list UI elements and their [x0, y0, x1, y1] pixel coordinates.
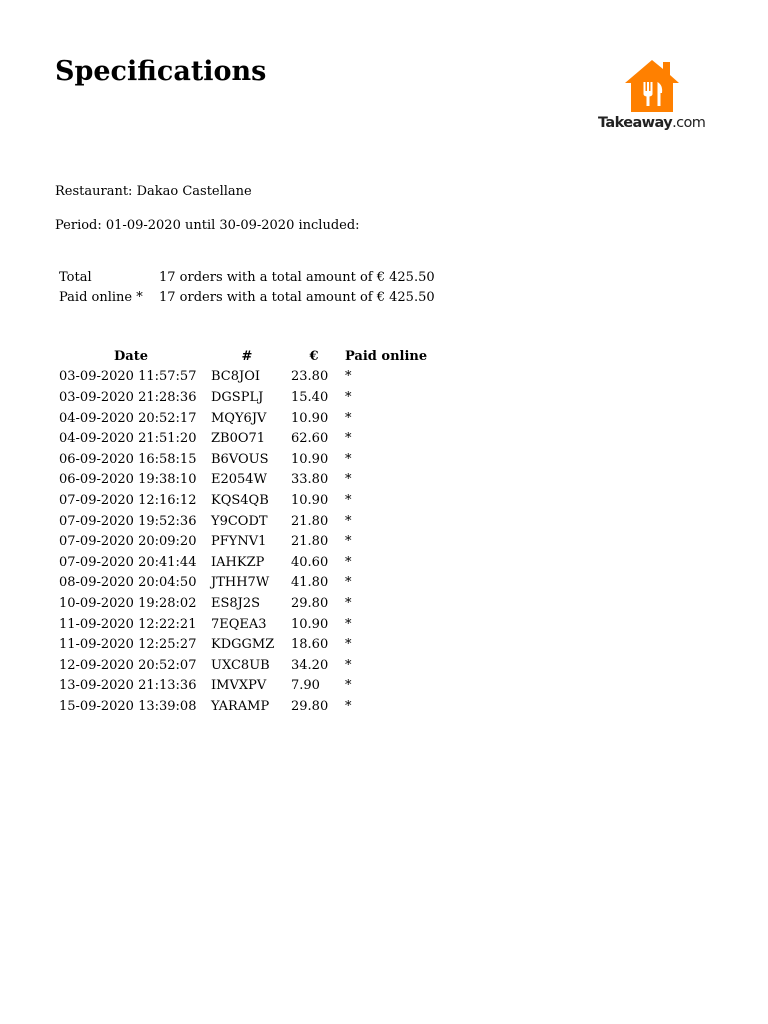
table-row — [55, 573, 449, 594]
table-row — [55, 511, 449, 532]
order-number: E2054W — [211, 472, 267, 488]
order-paid-online: * — [345, 595, 352, 611]
order-date: 12-09-2020 20:52:07 — [59, 657, 197, 673]
order-date: 04-09-2020 21:51:20 — [59, 431, 197, 447]
order-amount: 29.80 — [291, 698, 329, 714]
header-amount: € — [309, 348, 319, 364]
header-paid-online: Paid online — [345, 348, 428, 364]
order-date: 15-09-2020 13:39:08 — [59, 698, 197, 714]
table-row — [55, 387, 449, 408]
table-row — [55, 676, 449, 697]
order-number: 7EQEA3 — [211, 616, 267, 632]
period-line: Period: 01-09-2020 until 30-09-2020 included: — [55, 218, 360, 233]
order-paid-online: * — [345, 575, 352, 591]
order-amount: 23.80 — [291, 369, 329, 385]
order-date: 10-09-2020 19:28:02 — [59, 595, 197, 611]
order-paid-online: * — [345, 616, 352, 632]
house-fork-knife-icon — [622, 58, 682, 114]
logo-wordmark — [598, 115, 708, 131]
order-paid-online: * — [345, 698, 352, 714]
order-number: KQS4QB — [211, 492, 269, 508]
table-row — [55, 696, 449, 717]
table-row — [55, 408, 449, 429]
order-paid-online: * — [345, 369, 352, 385]
order-amount: 15.40 — [291, 389, 329, 405]
order-amount: 21.80 — [291, 513, 329, 529]
order-date: 11-09-2020 12:22:21 — [59, 616, 197, 632]
order-paid-online: * — [345, 389, 352, 405]
summary-label: Paid online * — [59, 290, 143, 306]
order-amount: 10.90 — [291, 492, 329, 508]
order-amount: 10.90 — [291, 451, 329, 467]
summary-table — [55, 267, 439, 308]
order-date: 06-09-2020 19:38:10 — [59, 472, 197, 488]
table-row — [55, 367, 449, 388]
order-date: 06-09-2020 16:58:15 — [59, 451, 197, 467]
table-row — [55, 490, 449, 511]
order-number: Y9CODT — [211, 513, 268, 529]
table-row — [55, 614, 449, 635]
header-date: Date — [114, 348, 148, 364]
order-number: IMVXPV — [211, 678, 267, 694]
table-row — [55, 552, 449, 573]
order-number: ZB0O71 — [211, 431, 266, 447]
order-number: B6VOUS — [211, 451, 269, 467]
order-date: 07-09-2020 20:09:20 — [59, 534, 197, 550]
table-row — [55, 531, 449, 552]
summary-label: Total — [59, 269, 92, 285]
order-amount: 10.90 — [291, 410, 329, 426]
order-amount: 29.80 — [291, 595, 329, 611]
order-amount: 34.20 — [291, 657, 329, 673]
order-number: YARAMP — [211, 698, 270, 714]
header-order-number: # — [241, 348, 253, 364]
order-number: DGSPLJ — [211, 389, 264, 405]
order-date: 04-09-2020 20:52:17 — [59, 410, 197, 426]
order-amount: 41.80 — [291, 575, 329, 591]
order-amount: 7.90 — [291, 678, 320, 694]
orders-table — [55, 346, 449, 717]
order-paid-online: * — [345, 534, 352, 550]
order-number: JTHH7W — [211, 575, 270, 591]
page-title: Specifications — [55, 56, 267, 87]
order-number: UXC8UB — [211, 657, 270, 673]
order-date: 07-09-2020 12:16:12 — [59, 492, 197, 508]
summary-text: 17 orders with a total amount of € 425.50 — [159, 269, 435, 285]
table-row — [55, 634, 449, 655]
logo-tld-text: .com — [672, 115, 706, 131]
orders-body — [55, 367, 449, 717]
order-paid-online: * — [345, 431, 352, 447]
orders-header-row — [55, 346, 449, 367]
order-number: KDGGMZ — [211, 637, 275, 653]
order-number: BC8JOI — [211, 369, 261, 385]
order-date: 07-09-2020 19:52:36 — [59, 513, 197, 529]
order-number: PFYNV1 — [211, 534, 267, 550]
table-row — [55, 470, 449, 491]
order-date: 13-09-2020 21:13:36 — [59, 678, 197, 694]
order-paid-online: * — [345, 637, 352, 653]
order-number: IAHKZP — [211, 554, 265, 570]
order-amount: 40.60 — [291, 554, 329, 570]
order-date: 03-09-2020 21:28:36 — [59, 389, 197, 405]
order-paid-online: * — [345, 492, 352, 508]
order-paid-online: * — [345, 678, 352, 694]
logo-brand-text: Takeaway — [598, 115, 673, 131]
order-date: 11-09-2020 12:25:27 — [59, 637, 197, 653]
order-paid-online: * — [345, 657, 352, 673]
order-paid-online: * — [345, 472, 352, 488]
summary-row-paid-online — [55, 288, 439, 309]
order-paid-online: * — [345, 513, 352, 529]
order-amount: 62.60 — [291, 431, 329, 447]
order-amount: 21.80 — [291, 534, 329, 550]
order-amount: 33.80 — [291, 472, 329, 488]
table-row — [55, 655, 449, 676]
order-amount: 10.90 — [291, 616, 329, 632]
summary-text: 17 orders with a total amount of € 425.50 — [159, 290, 435, 306]
order-paid-online: * — [345, 451, 352, 467]
table-row — [55, 593, 449, 614]
table-row — [55, 449, 449, 470]
order-date: 07-09-2020 20:41:44 — [59, 554, 197, 570]
order-number: ES8J2S — [211, 595, 261, 611]
order-date: 03-09-2020 11:57:57 — [59, 369, 197, 385]
takeaway-logo — [598, 58, 708, 138]
order-paid-online: * — [345, 410, 352, 426]
order-paid-online: * — [345, 554, 352, 570]
order-date: 08-09-2020 20:04:50 — [59, 575, 197, 591]
order-number: MQY6JV — [211, 410, 267, 426]
restaurant-line: Restaurant: Dakao Castellane — [55, 184, 252, 199]
order-amount: 18.60 — [291, 637, 329, 653]
summary-row-total — [55, 267, 439, 288]
table-row — [55, 428, 449, 449]
